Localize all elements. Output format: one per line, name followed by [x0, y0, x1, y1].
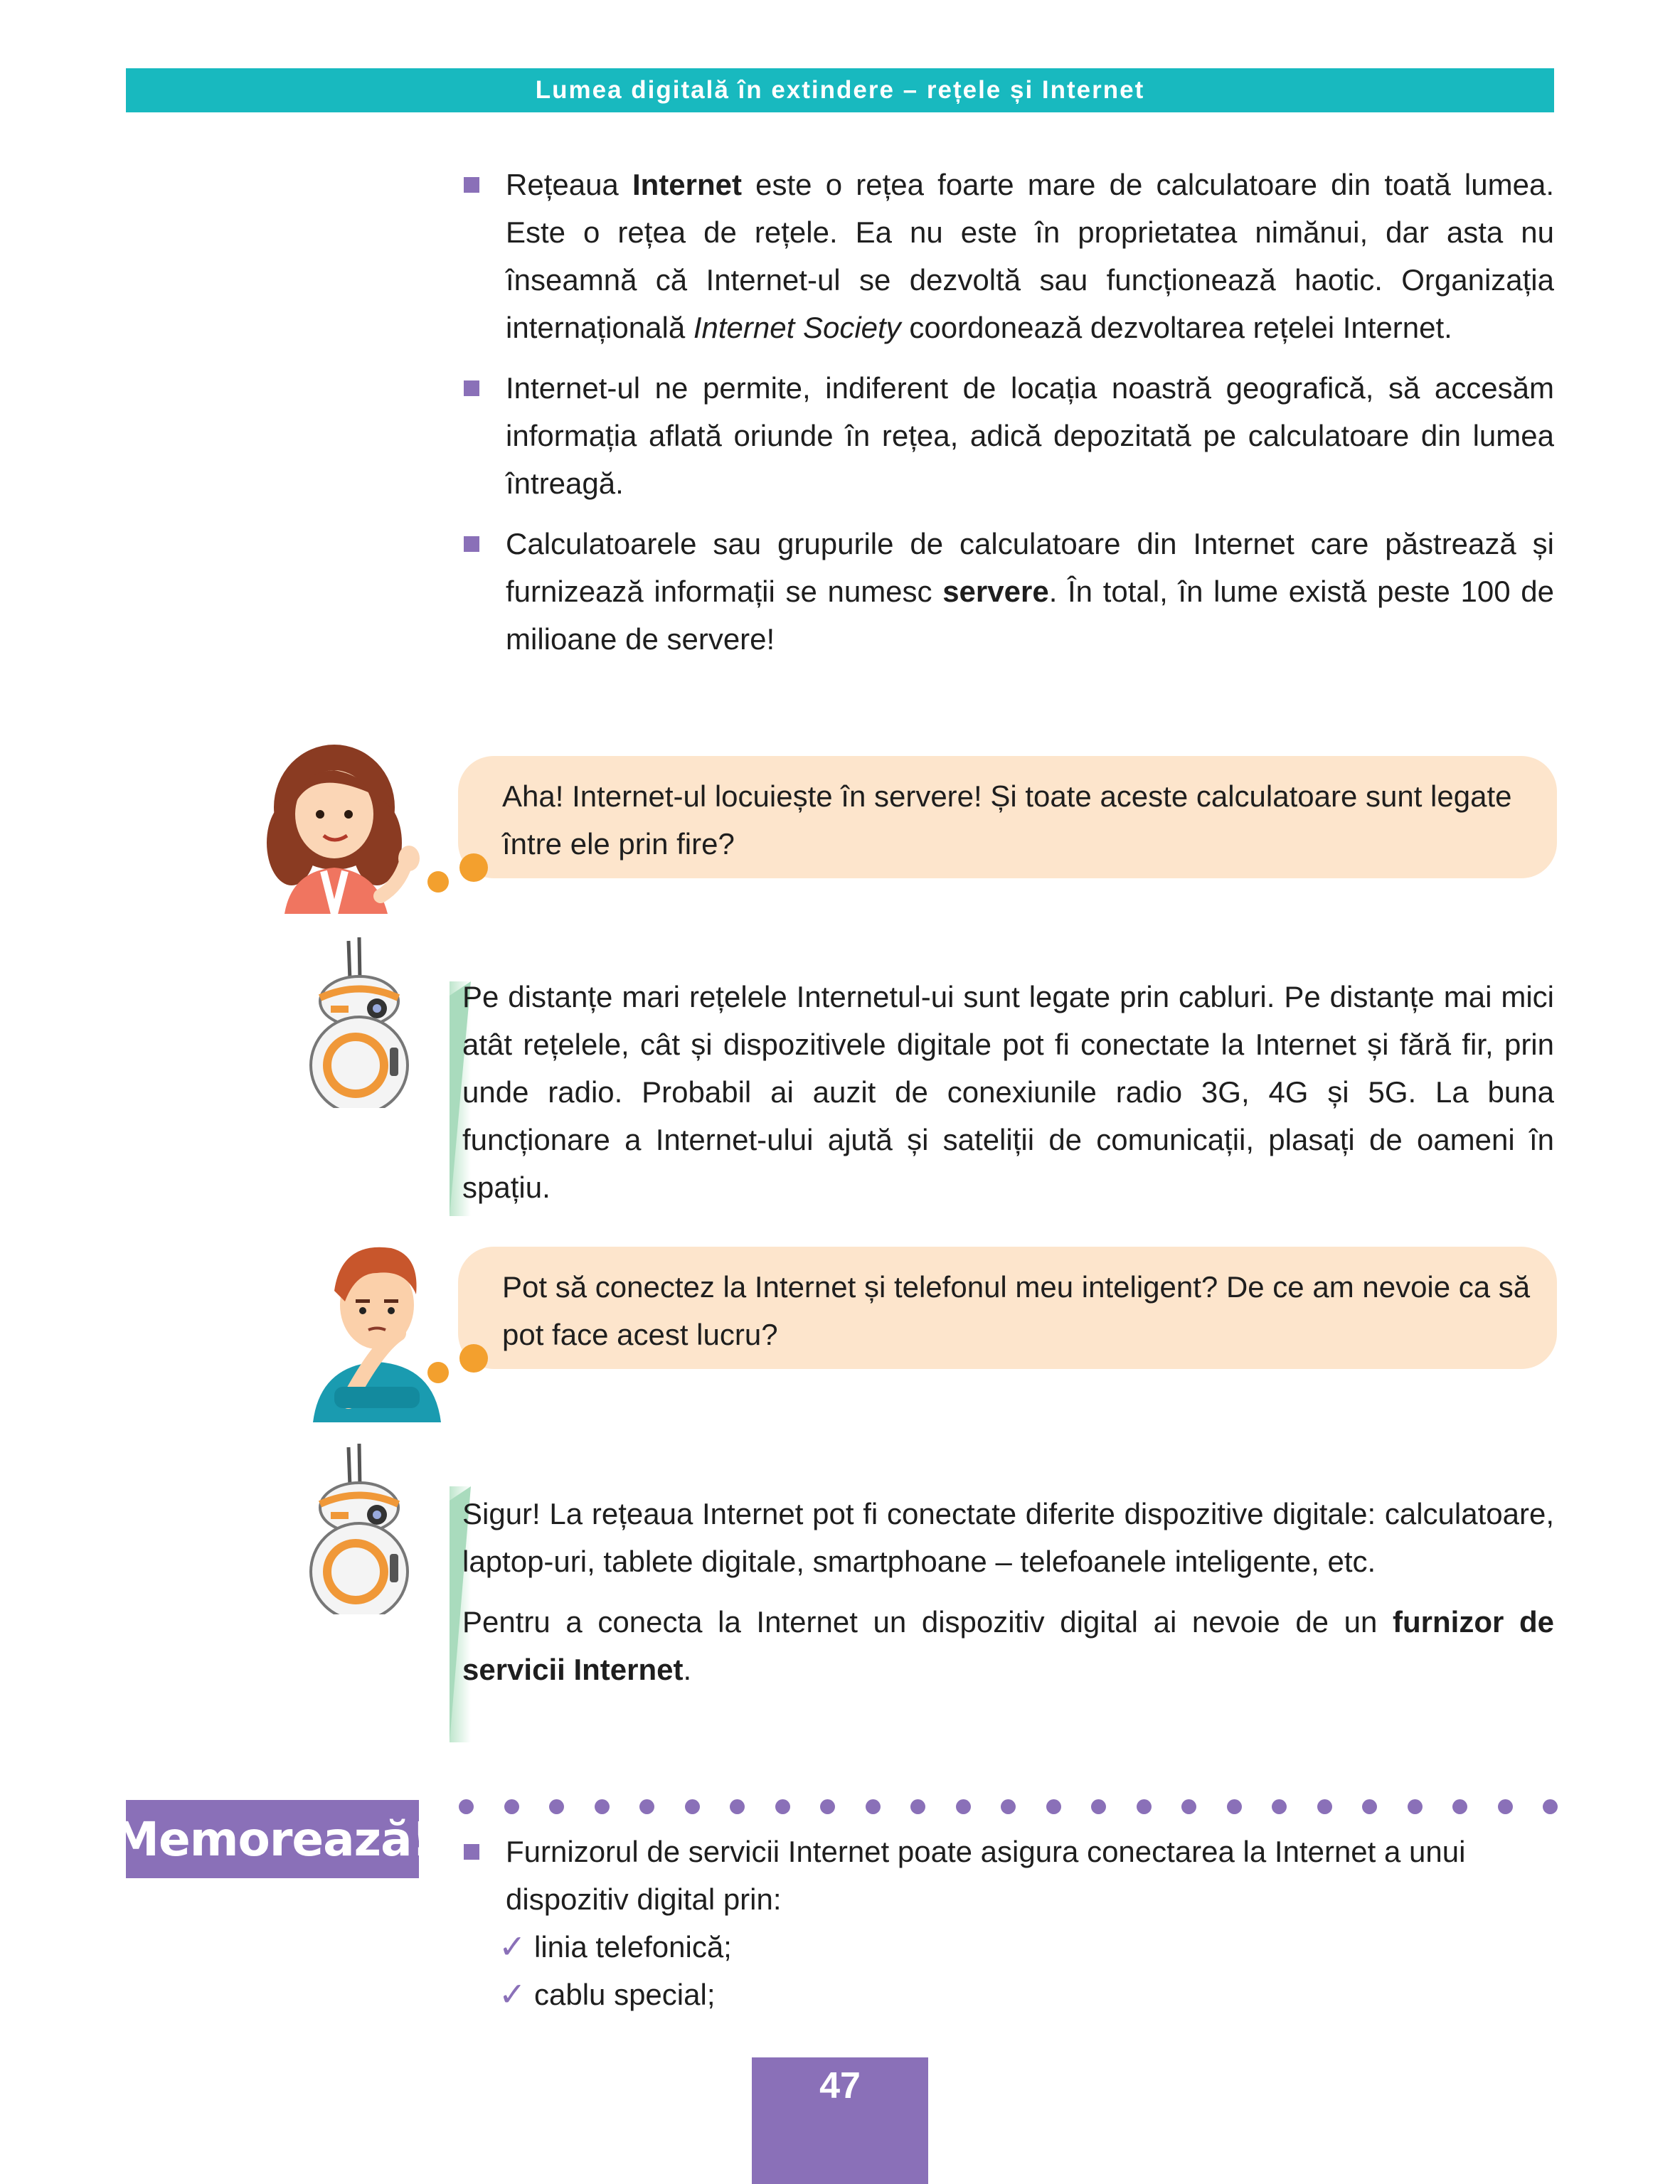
- checkmark-icon: ✓: [499, 1976, 526, 2013]
- bold-term: servere: [942, 575, 1049, 608]
- bold-term: furnizor de servicii Internet: [462, 1605, 1554, 1686]
- separator-dot: [1317, 1799, 1332, 1814]
- bullet-square-icon: [464, 380, 479, 396]
- memoreaza-label: [112, 1800, 432, 1878]
- text-span: coordonează dezvoltarea rețelei Internet.: [900, 311, 1452, 344]
- robot-speech-area: [462, 973, 1554, 1211]
- bullet-text: Internet-ul ne permite, indiferent de locația noastră geografică, să accesăm informația aflată oriunde în rețea, adică depozitată pe calculatoare din lumea întreagă.: [506, 371, 1554, 500]
- girl-speech-text: Aha! Internet-ul locuiește în servere! Și toate aceste calculatoare sunt legate între ele prin fire?: [502, 779, 1512, 861]
- bullet-text: [506, 161, 1554, 351]
- separator-dot: [1046, 1799, 1061, 1814]
- robot-avatar-icon: [306, 1444, 420, 1614]
- separator-dot: [1452, 1799, 1467, 1814]
- boy-speech-bubble: [458, 1247, 1557, 1369]
- check-item: [499, 1971, 1554, 2018]
- bullet-item: [464, 161, 1554, 351]
- separator-dot: [775, 1799, 790, 1814]
- robot-speech-text: Pe distanțe mari rețelele Internetul-ui sunt legate prin cabluri. Pe distanțe mai mici atât rețelele, cât și dispozitivele digitale pot fi conectate la Internet și fără fir, prin unde radio. Probabil ai auzit de conexiunile radio 3G, 4G și 5G. La buna funcționare a Internet-ului ajută și sateliții de comunicații, plasați de oameni în spațiu.: [462, 980, 1554, 1204]
- check-item-text: linia telefonică;: [534, 1930, 732, 1964]
- memoreaza-label-text: Memorează!: [112, 1811, 432, 1867]
- bold-term: Internet: [632, 168, 742, 201]
- text-span: Rețeaua: [506, 168, 632, 201]
- separator-dot: [1001, 1799, 1016, 1814]
- intro-bullet-list: [464, 161, 1554, 676]
- header-bar: [126, 68, 1554, 112]
- separator-dot: [549, 1799, 564, 1814]
- checkmark-icon: ✓: [499, 1928, 526, 1965]
- bullet-item: [464, 1828, 1554, 2018]
- separator-dot: [730, 1799, 745, 1814]
- memoreaza-content: [464, 1828, 1554, 2031]
- speech-dot-large: [459, 1344, 488, 1373]
- check-item: [499, 1923, 1554, 1971]
- separator-dot: [866, 1799, 881, 1814]
- separator-dot: [1498, 1799, 1513, 1814]
- boy-speech-text: Pot să conectez la Internet și telefonul meu inteligent? De ce am nevoie ca să pot face acest lucru?: [502, 1270, 1531, 1351]
- speech-dot-small: [427, 1362, 449, 1383]
- text-span: .: [683, 1653, 692, 1686]
- bullet-item: [464, 520, 1554, 663]
- separator-dot: [1227, 1799, 1242, 1814]
- separator-dot: [1362, 1799, 1377, 1814]
- robot-speech-area: [462, 1490, 1554, 1693]
- boy-avatar-icon: [306, 1234, 448, 1422]
- text-span: Pentru a conecta la Internet un dispozitiv digital ai nevoie de un: [462, 1605, 1393, 1639]
- separator-dot: [1408, 1799, 1423, 1814]
- bullet-square-icon: [464, 536, 479, 552]
- separator-dot: [1091, 1799, 1106, 1814]
- bullet-text: [506, 520, 1554, 663]
- separator-dot: [504, 1799, 519, 1814]
- page-number-box: [752, 2057, 928, 2184]
- bullet-square-icon: [464, 1844, 479, 1860]
- separator-dot: [595, 1799, 610, 1814]
- separator-dot: [910, 1799, 925, 1814]
- separator-dot: [1272, 1799, 1287, 1814]
- robot-speech-text: Sigur! La rețeaua Internet pot fi conectate diferite dispozitive digitale: calculatoare, laptop-uri, tablete digitale, smartphoane – telefoanele inteligente, etc.: [462, 1497, 1554, 1578]
- separator-dot: [820, 1799, 835, 1814]
- robot-speech-text: [462, 1598, 1554, 1693]
- separator-dot: [639, 1799, 654, 1814]
- girl-avatar-icon: [263, 743, 434, 914]
- robot-avatar-icon: [306, 937, 420, 1108]
- page-number: 47: [819, 2065, 861, 2106]
- speech-dot-small: [427, 871, 449, 893]
- separator-dot: [956, 1799, 971, 1814]
- check-item-text: cablu special;: [534, 1978, 716, 2011]
- dot-separator: [459, 1799, 1558, 1821]
- separator-dot: [685, 1799, 700, 1814]
- text-span: . În total, în lume există peste 100 de milioane de servere!: [506, 575, 1554, 656]
- memoreaza-text: Furnizorul de servicii Internet poate asigura conectarea la Internet a unui dispozitiv digital prin:: [506, 1835, 1466, 1916]
- bullet-square-icon: [464, 177, 479, 193]
- separator-dot: [1137, 1799, 1152, 1814]
- separator-dot: [1543, 1799, 1558, 1814]
- separator-dot: [1181, 1799, 1196, 1814]
- girl-speech-bubble: [458, 756, 1557, 878]
- italic-term: Internet Society: [693, 311, 901, 344]
- bullet-item: [464, 364, 1554, 507]
- speech-dot-large: [459, 853, 488, 882]
- text-span: Calculatoarele sau grupurile de calculatoare din Internet care păstrează și furnizează informații se numesc: [506, 527, 1554, 608]
- separator-dot: [459, 1799, 474, 1814]
- header-title: Lumea digitală în extindere – rețele și Internet: [535, 76, 1145, 104]
- text-span: este o rețea foarte mare de calculatoare din toată lumea. Este o rețea de rețele. Ea nu este în proprietatea nimănui, dar asta nu înseamnă că Internet-ul se dezvoltă sau funcționează haotic. Organizația internațională: [506, 168, 1554, 344]
